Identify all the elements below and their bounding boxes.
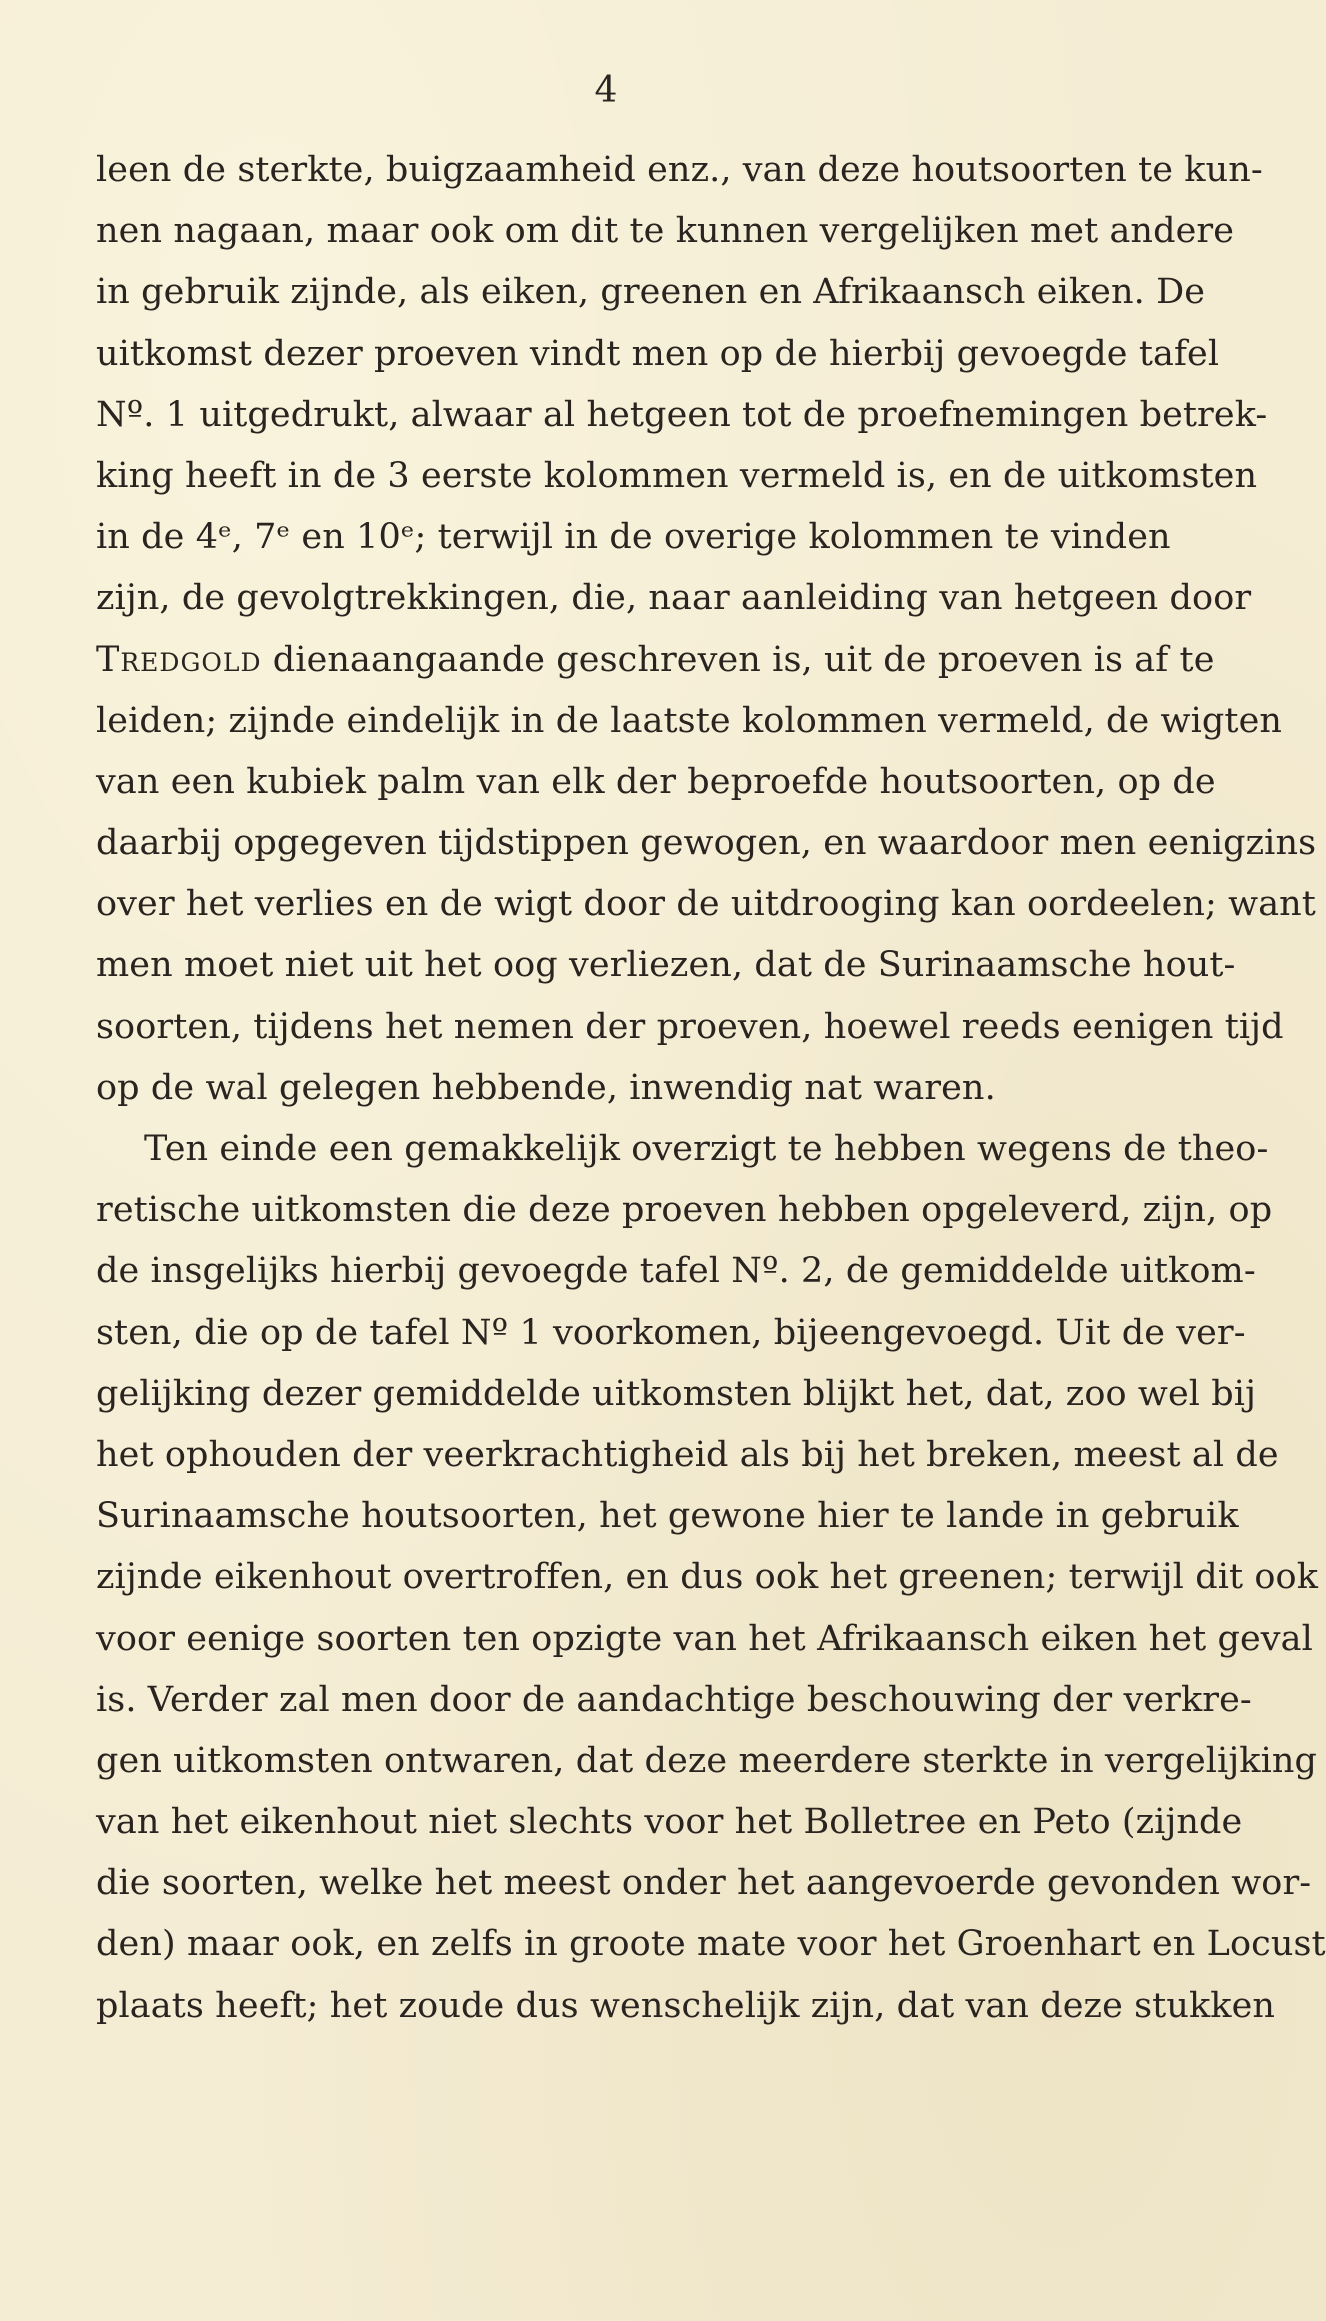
text-line: die soorten, welke het meest onder het aangevoerde gevonden wor- [96, 1863, 1312, 1904]
paragraph-2 [96, 1119, 1326, 2037]
text-line: soorten, tijdens het nemen der proeven, hoewel reeds eenigen tijd [96, 1006, 1284, 1047]
text-line: over het verlies en de wigt door de uitdrooging kan oordeelen; want [96, 884, 1316, 925]
text-line: Surinaamsche houtsoorten, het gewone hier te lande in gebruik [96, 1496, 1239, 1537]
text-line: king heeft in de 3 eerste kolommen vermeld is, en de uitkomsten [96, 455, 1258, 496]
text-line-smallcaps: Tredgold dienaangaande geschreven is, uit de proeven is af te [96, 639, 1215, 680]
text-line: van het eikenhout niet slechts voor het Bolletree en Peto (zijnde [96, 1802, 1243, 1843]
author-name: Tredgold [96, 639, 262, 680]
text-line: gen uitkomsten ontwaren, dat deze meerdere sterkte in vergelijking [96, 1740, 1318, 1781]
text-line: sten, die op de tafel Nº 1 voorkomen, bijeengevoegd. Uit de ver- [96, 1312, 1246, 1353]
text-line: in de 4ᵉ, 7ᵉ en 10ᵉ; terwijl in de overige kolommen te vinden [96, 517, 1171, 558]
body-text [96, 140, 1326, 2037]
text-line: gelijking dezer gemiddelde uitkomsten blijkt het, dat, zoo wel bij [96, 1373, 1257, 1414]
text-line: Nº. 1 uitgedrukt, alwaar al hetgeen tot de proefnemingen betrek- [96, 394, 1268, 435]
text-line: Ten einde een gemakkelijk overzigt te hebben wegens de theo- [144, 1129, 1269, 1169]
text-line: uitkomst dezer proeven vindt men op de hierbij gevoegde tafel [96, 333, 1220, 374]
text-line: daarbij opgegeven tijdstippen gewogen, en waardoor men eenigzins [96, 823, 1317, 864]
paragraph-1 [96, 140, 1317, 1119]
text-line: den) maar ook, en zelfs in groote mate voor het Groenhart en Locust [96, 1924, 1326, 1965]
text-line: de insgelijks hierbij gevoegde tafel Nº. 2, de gemiddelde uitkom- [96, 1251, 1256, 1292]
page-number: 4 [594, 70, 618, 111]
text-line: van een kubiek palm van elk der beproefde houtsoorten, op de [96, 761, 1216, 802]
text-line: voor eenige soorten ten opzigte van het Afrikaansch eiken het geval [96, 1618, 1313, 1659]
text-line: leen de sterkte, buigzaamheid enz., van deze houtsoorten te kun- [96, 150, 1263, 190]
text-line: in gebruik zijnde, als eiken, greenen en Afrikaansch eiken. De [96, 272, 1206, 313]
text-line: het ophouden der veerkrachtigheid als bij het breken, meest al de [96, 1434, 1279, 1475]
text-line: is. Verder zal men door de aandachtige beschouwing der verkre- [96, 1679, 1252, 1720]
text-line: plaats heeft; het zoude dus wenschelijk zijn, dat van deze stukken [96, 1985, 1276, 2026]
text-line: zijn, de gevolgtrekkingen, die, naar aanleiding van hetgeen door [96, 578, 1252, 619]
text-line: leiden; zijnde eindelijk in de laatste kolommen vermeld, de wigten [96, 700, 1283, 741]
text-line: op de wal gelegen hebbende, inwendig nat waren. [96, 1067, 996, 1108]
text-line: men moet niet uit het oog verliezen, dat de Surinaamsche hout- [96, 945, 1236, 986]
text-line: retische uitkomsten die deze proeven hebben opgeleverd, zijn, op [96, 1190, 1273, 1231]
text-line: nen nagaan, maar ook om dit te kunnen vergelijken met andere [96, 211, 1235, 252]
text-line: zijnde eikenhout overtroffen, en dus ook het greenen; terwijl dit ook [96, 1557, 1319, 1598]
